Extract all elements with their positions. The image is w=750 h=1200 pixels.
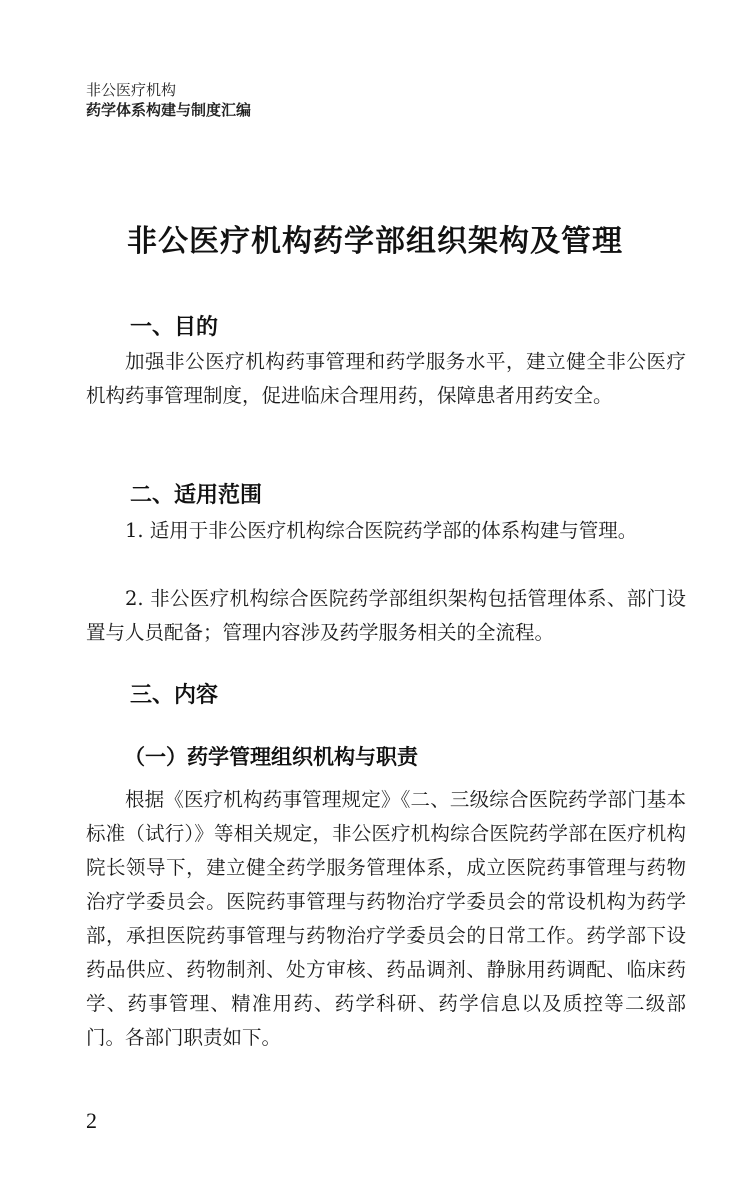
section-heading-content: 三、内容 — [130, 683, 219, 708]
subsection-heading-organization: （一）药学管理组织机构与职责 — [124, 744, 418, 769]
organization-paragraph: 根据《医疗机构药事管理规定》《二、三级综合医院药学部门基本标准（试行）》等相关规定，非公医疗机构综合医院药学部在医疗机构院长领导下，建立健全药学服务管理体系，成立医院药事管理与药物治疗学委员会。医院药事管理与药物治疗学委员会的常设机构为药学部，承担医院药事管理与药物治疗学委员会的日常工作。药学部下设药品供应、药物制剂、处方审核、药品调剂、静脉用药调配、临床药学、药事管理、精准用药、药学科研、药学信息以及质控等二级部门。各部门职责如下。 — [86, 788, 686, 1049]
running-header — [86, 80, 251, 120]
series-title: 非公医疗机构 — [86, 81, 177, 99]
section-heading-scope: 二、适用范围 — [130, 483, 263, 508]
document-title: 非公医疗机构药学部组织架构及管理 — [127, 224, 623, 259]
purpose-paragraph: 加强非公医疗机构药事管理和药学服务水平，建立健全非公医疗机构药事管理制度，促进临床合理用药，保障患者用药安全。 — [86, 350, 686, 407]
page-number: 2 — [86, 1108, 97, 1133]
scope-paragraph-2: 2. 非公医疗机构综合医院药学部组织架构包括管理体系、部门设置与人员配备；管理内容涉及药学服务相关的全流程。 — [86, 587, 686, 644]
book-title: 药学体系构建与制度汇编 — [86, 101, 252, 119]
scope-paragraph-1: 1. 适用于非公医疗机构综合医院药学部的体系构建与管理。 — [125, 519, 638, 542]
section-heading-purpose: 一、目的 — [130, 315, 219, 340]
